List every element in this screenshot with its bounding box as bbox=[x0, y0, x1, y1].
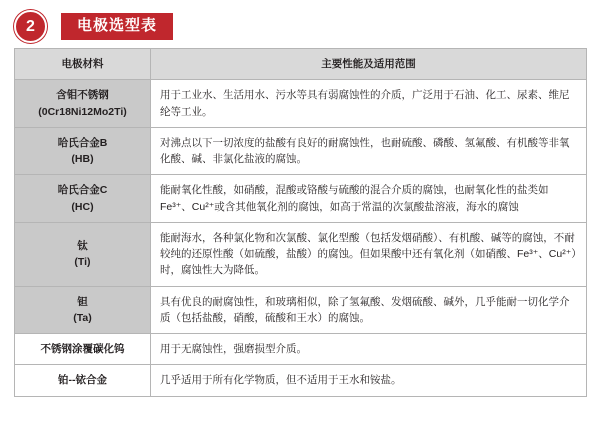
material-code: (Ti) bbox=[74, 256, 91, 269]
table-row bbox=[15, 334, 587, 365]
material-cell bbox=[15, 175, 151, 223]
table-row bbox=[15, 286, 587, 334]
material-cell bbox=[15, 365, 151, 396]
electrode-selection-table-wrapper bbox=[14, 48, 586, 397]
material-cell bbox=[15, 127, 151, 175]
description-cell: 几乎适用于所有化学物质，但不适用于王水和铵盐。 bbox=[151, 365, 587, 396]
description-cell: 用于工业水、生活用水、污水等具有弱腐蚀性的介质，广泛用于石油、化工、尿素、维尼纶等工业。 bbox=[151, 80, 587, 128]
material-name: 铂--铱合金 bbox=[58, 374, 107, 387]
material-cell bbox=[15, 222, 151, 286]
table-row bbox=[15, 175, 587, 223]
material-name: 哈氏合金C bbox=[57, 184, 108, 197]
table-header-row bbox=[15, 49, 587, 80]
table-row bbox=[15, 222, 587, 286]
section-number-badge: 2 bbox=[14, 10, 47, 43]
table-body bbox=[15, 80, 587, 396]
material-name: 哈氏合金B bbox=[57, 136, 108, 149]
material-code: (0Cr18Ni12Mo2Ti) bbox=[38, 105, 127, 118]
description-cell: 对沸点以下一切浓度的盐酸有良好的耐腐蚀性，也耐硫酸、磷酸、氢氟酸、有机酸等非氧化酸、碱、非氯化盐液的腐蚀。 bbox=[151, 127, 587, 175]
table-header bbox=[15, 49, 587, 80]
material-name: 不锈钢涂覆碳化钨 bbox=[40, 343, 125, 356]
material-code: (HB) bbox=[71, 153, 94, 166]
table-row bbox=[15, 127, 587, 175]
description-cell: 用于无腐蚀性，强磨损型介质。 bbox=[151, 334, 587, 365]
material-cell bbox=[15, 286, 151, 334]
material-cell bbox=[15, 80, 151, 128]
document-header bbox=[0, 0, 600, 42]
table-row bbox=[15, 365, 587, 396]
material-cell bbox=[15, 334, 151, 365]
material-name: 钛 bbox=[77, 239, 88, 252]
material-name: 含钼不锈钢 bbox=[56, 89, 109, 102]
description-cell: 能耐氧化性酸，如硝酸，混酸或铬酸与硫酸的混合介质的腐蚀，也耐氧化性的盐类如Fe³⁺、Cu²⁺或含其他氧化剂的腐蚀，如高于常温的次氯酸盐溶液，海水的腐蚀 bbox=[151, 175, 587, 223]
page-title: 电极选型表 bbox=[61, 13, 173, 41]
material-code: (Ta) bbox=[73, 311, 92, 324]
table-row bbox=[15, 80, 587, 128]
electrode-selection-table bbox=[14, 48, 587, 397]
material-code: (HC) bbox=[71, 200, 94, 213]
description-cell: 能耐海水，各种氯化物和次氯酸、氯化型酸（包括发烟硝酸）、有机酸、碱等的腐蚀，不耐较纯的还原性酸（如硫酸，盐酸）的腐蚀。但如果酸中还有氧化剂（如硝酸、Fe³⁺、Cu²⁺）时，腐蚀性大为降低。 bbox=[151, 222, 587, 286]
description-cell: 具有优良的耐腐蚀性，和玻璃相似，除了氢氟酸、发烟硫酸、碱外，几乎能耐一切化学介质（包括盐酸，硝酸，硫酸和王水）的腐蚀。 bbox=[151, 286, 587, 334]
column-header-material: 电极材料 bbox=[15, 49, 151, 80]
column-header-description: 主要性能及适用范围 bbox=[151, 49, 587, 80]
material-name: 钽 bbox=[77, 295, 88, 308]
